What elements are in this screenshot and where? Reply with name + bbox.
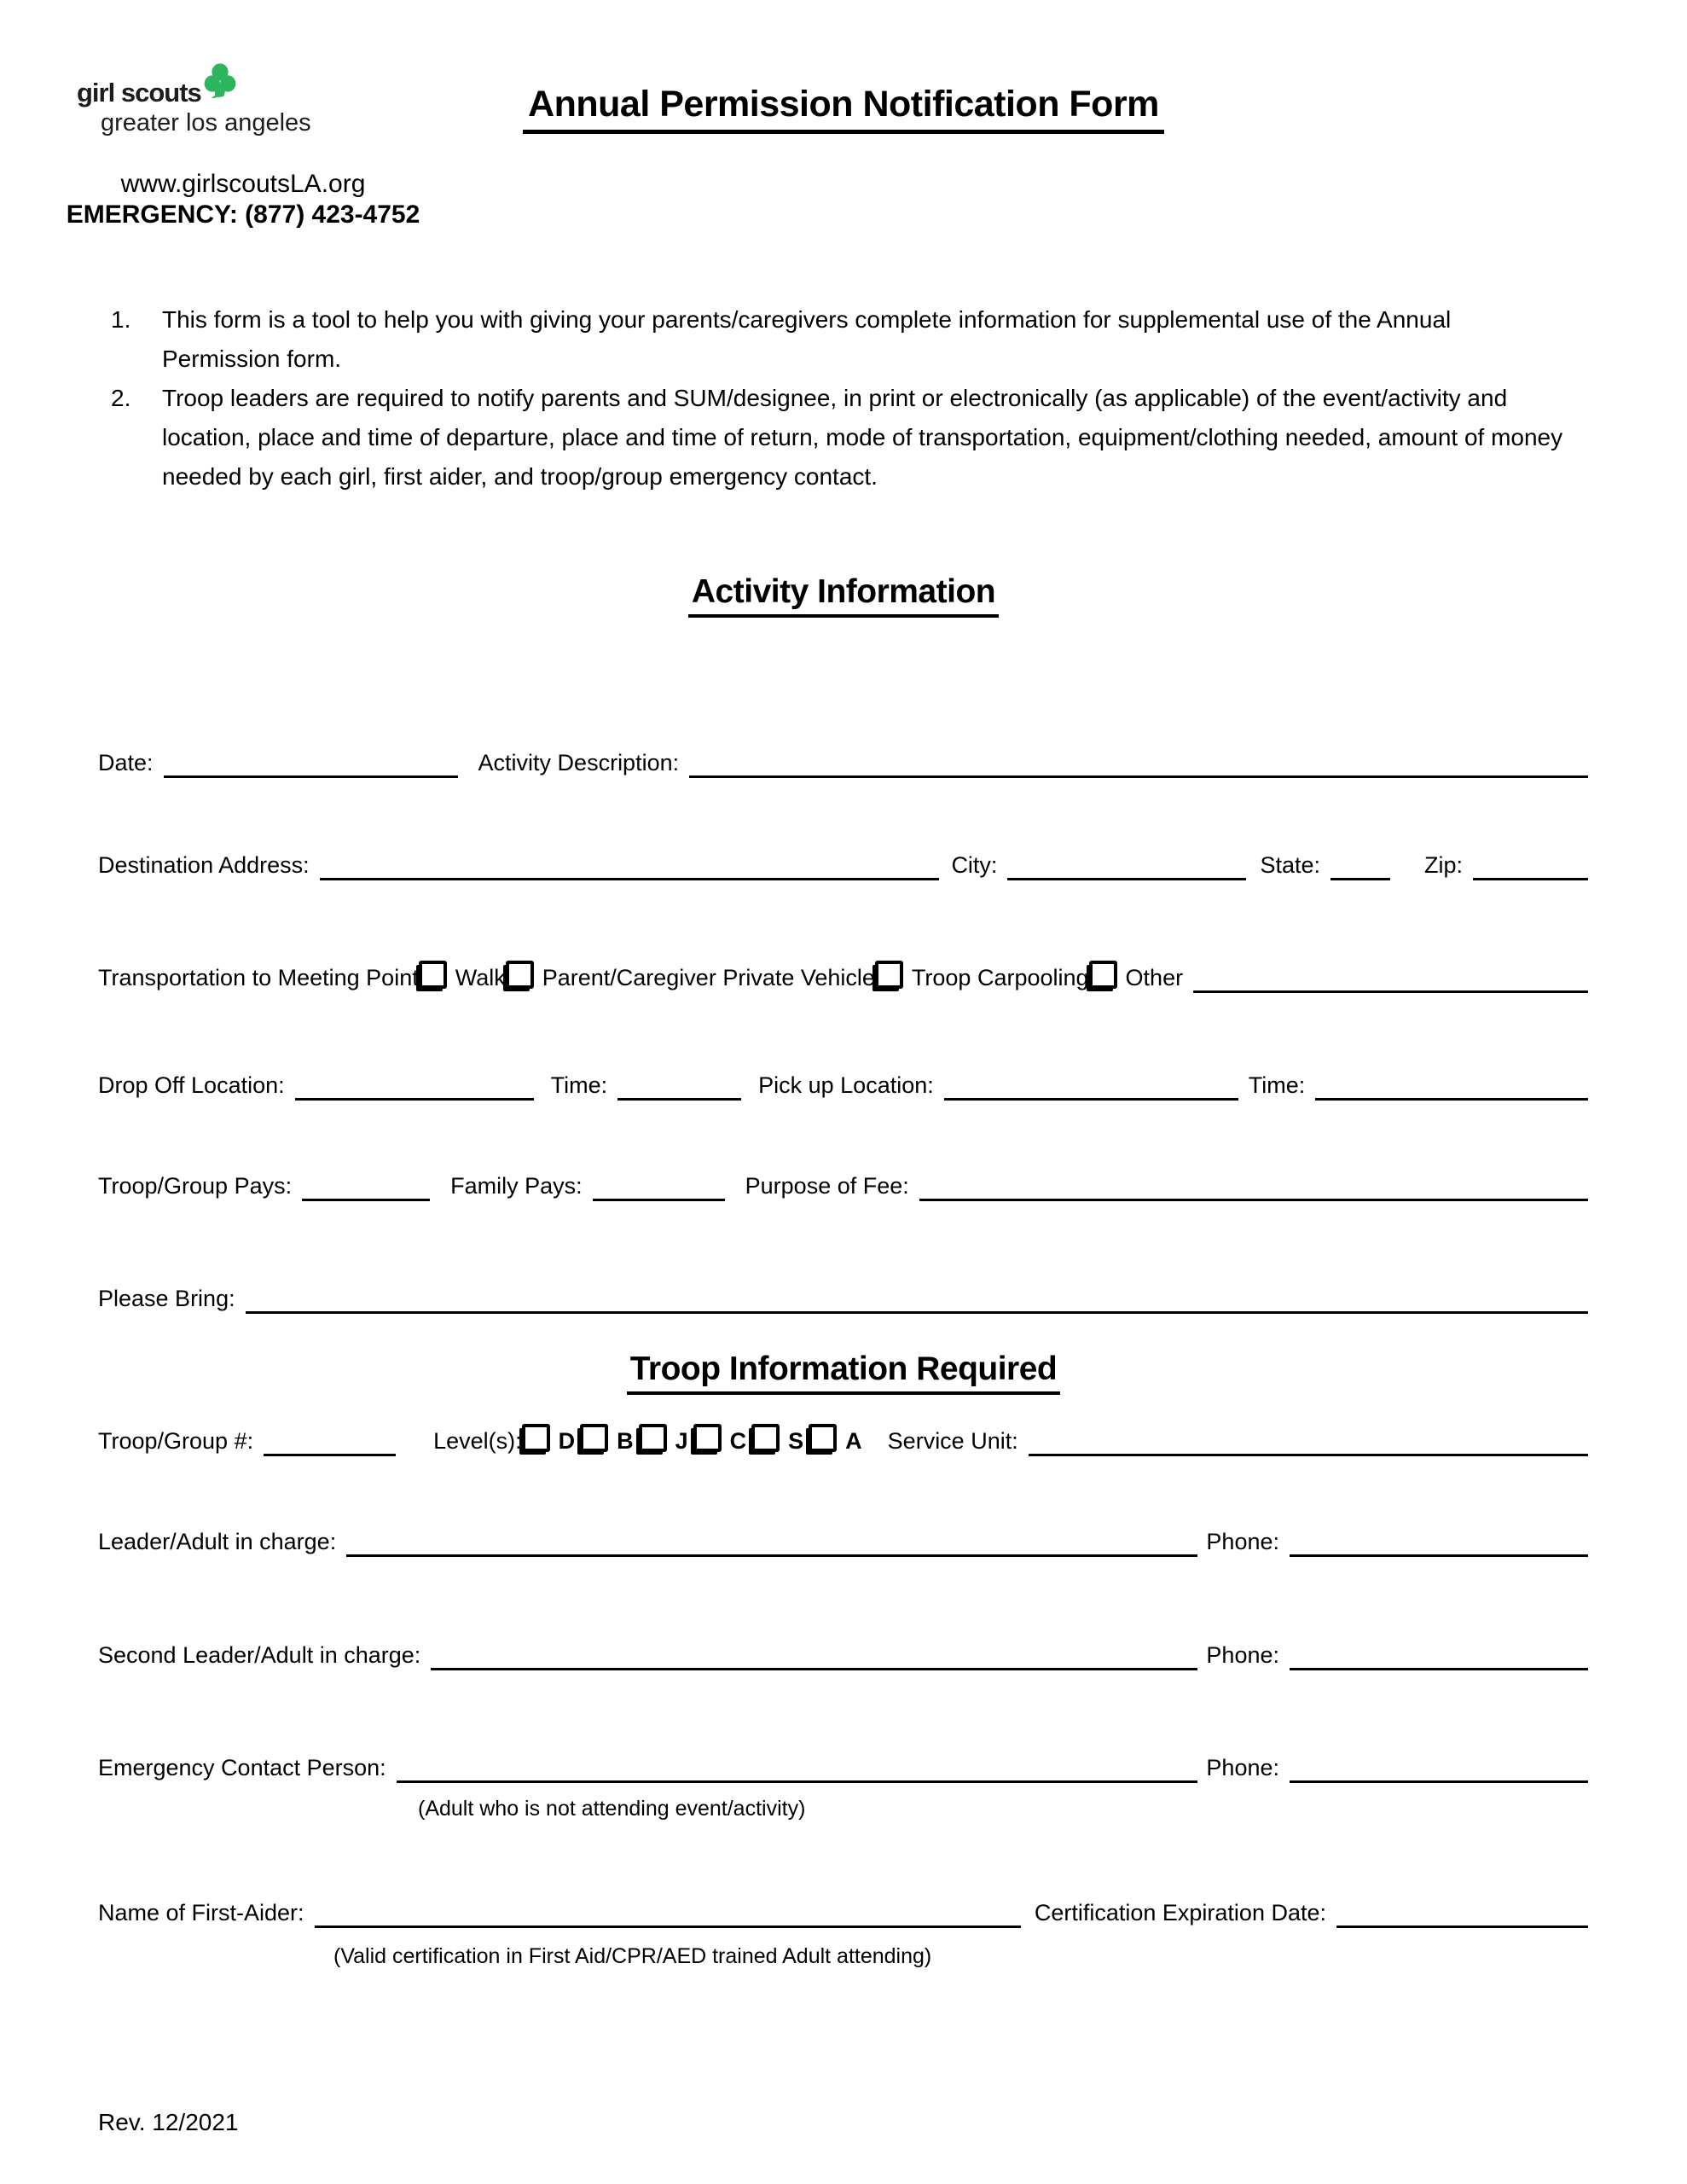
instruction-number: 1. bbox=[111, 306, 131, 333]
please-bring-label: Please Bring: bbox=[98, 1286, 235, 1311]
level-c-checkbox[interactable] bbox=[693, 1424, 722, 1452]
second-leader-row bbox=[98, 1640, 1588, 1670]
other-label: Other bbox=[1125, 965, 1184, 990]
troop-pays-field-line[interactable] bbox=[302, 1199, 430, 1201]
second-leader-phone-field-line[interactable] bbox=[1290, 1668, 1588, 1670]
family-pays-field-line[interactable] bbox=[593, 1199, 725, 1201]
please-bring-row bbox=[98, 1283, 1588, 1314]
level-s-checkbox[interactable] bbox=[751, 1424, 780, 1452]
level-c-label: C bbox=[729, 1428, 747, 1454]
levels-label: Level(s): bbox=[433, 1428, 522, 1454]
city-field-line[interactable] bbox=[1007, 878, 1246, 880]
instructions-list bbox=[111, 300, 1574, 497]
emergency-phone-field-line[interactable] bbox=[1290, 1780, 1588, 1783]
level-b-label: B bbox=[617, 1428, 634, 1454]
city-label: City: bbox=[951, 852, 998, 878]
leader-row bbox=[98, 1526, 1588, 1557]
date-row bbox=[98, 747, 1588, 778]
destination-row bbox=[98, 850, 1588, 880]
adult-note: (Adult who is not attending event/activity) bbox=[418, 1797, 806, 1821]
leader-field-line[interactable] bbox=[346, 1554, 1197, 1557]
date-field-line[interactable] bbox=[164, 775, 458, 778]
dropoff-time-label: Time: bbox=[550, 1072, 608, 1098]
leader-label: Leader/Adult in charge: bbox=[98, 1529, 337, 1554]
transportation-row bbox=[98, 961, 1588, 993]
instruction-item-2 bbox=[111, 379, 1574, 497]
please-bring-field-line[interactable] bbox=[246, 1311, 1588, 1314]
instruction-text: Troop leaders are required to notify parents and SUM/designee, in print or electronically (as applicable) of the event/activity and location, place and time of departure, place and time of return, mode of transportation, equipment/clothing needed, amount of money needed by each girl, first aider, and troop/group emergency contact. bbox=[162, 385, 1563, 490]
second-leader-field-line[interactable] bbox=[431, 1668, 1197, 1670]
level-a-label: A bbox=[845, 1428, 862, 1454]
emergency-phone-label: Phone: bbox=[1206, 1755, 1279, 1780]
activity-description-field-line[interactable] bbox=[689, 775, 1588, 778]
first-aider-label: Name of First-Aider: bbox=[98, 1900, 304, 1926]
leader-phone-label: Phone: bbox=[1206, 1529, 1279, 1554]
service-unit-label: Service Unit: bbox=[887, 1428, 1018, 1454]
activity-description-label: Activity Description: bbox=[478, 750, 680, 775]
logo-region: greater los angeles bbox=[101, 109, 311, 136]
level-a-checkbox[interactable] bbox=[809, 1424, 837, 1452]
purpose-of-fee-field-line[interactable] bbox=[919, 1199, 1588, 1201]
fees-row bbox=[98, 1170, 1588, 1201]
page-title: Annual Permission Notification Form bbox=[523, 84, 1164, 134]
troop-number-row bbox=[98, 1424, 1588, 1456]
state-label: State: bbox=[1260, 852, 1320, 878]
second-leader-phone-label: Phone: bbox=[1206, 1642, 1279, 1668]
walk-label: Walk bbox=[455, 965, 506, 990]
other-checkbox[interactable] bbox=[1089, 961, 1117, 989]
pickup-location-label: Pick up Location: bbox=[758, 1072, 934, 1098]
private-vehicle-label: Parent/Caregiver Private Vehicle bbox=[542, 965, 875, 990]
state-field-line[interactable] bbox=[1330, 878, 1390, 880]
level-d-checkbox[interactable] bbox=[522, 1424, 550, 1452]
level-d-label: D bbox=[558, 1428, 576, 1454]
pickup-time-label: Time: bbox=[1248, 1072, 1306, 1098]
level-j-checkbox[interactable] bbox=[639, 1424, 667, 1452]
level-j-label: J bbox=[675, 1428, 688, 1454]
destination-address-field-line[interactable] bbox=[320, 878, 940, 880]
website-url: www.girlscoutsLA.org bbox=[120, 170, 366, 198]
family-pays-label: Family Pays: bbox=[450, 1173, 583, 1199]
other-field-line[interactable] bbox=[1193, 990, 1588, 993]
instruction-item-1 bbox=[111, 300, 1574, 379]
purpose-of-fee-label: Purpose of Fee: bbox=[745, 1173, 909, 1199]
instruction-text: This form is a tool to help you with giving your parents/caregivers complete information for supplemental use of the Annual Permission form. bbox=[162, 306, 1452, 372]
emergency-contact-field-line[interactable] bbox=[397, 1780, 1198, 1783]
emergency-phone: EMERGENCY: (877) 423-4752 bbox=[66, 200, 420, 229]
contact-block bbox=[38, 169, 448, 230]
carpool-label: Troop Carpooling bbox=[911, 965, 1089, 990]
leader-phone-field-line[interactable] bbox=[1290, 1554, 1588, 1557]
cert-expiration-label: Certification Expiration Date: bbox=[1034, 1900, 1326, 1926]
dropoff-row bbox=[98, 1070, 1588, 1101]
troop-number-field-line[interactable] bbox=[264, 1454, 396, 1456]
level-b-checkbox[interactable] bbox=[580, 1424, 608, 1452]
activity-section-heading: Activity Information bbox=[688, 573, 999, 618]
dropoff-location-label: Drop Off Location: bbox=[98, 1072, 285, 1098]
troop-pays-label: Troop/Group Pays: bbox=[98, 1173, 293, 1199]
date-label: Date: bbox=[98, 750, 154, 775]
transportation-label: Transportation to Meeting Point bbox=[98, 965, 419, 990]
zip-label: Zip: bbox=[1423, 852, 1463, 878]
troop-section-heading: Troop Information Required bbox=[627, 1350, 1061, 1395]
first-aider-row bbox=[98, 1897, 1588, 1928]
pickup-time-field-line[interactable] bbox=[1315, 1098, 1588, 1101]
carpool-checkbox[interactable] bbox=[875, 961, 903, 989]
troop-number-label: Troop/Group #: bbox=[98, 1428, 254, 1454]
emergency-contact-label: Emergency Contact Person: bbox=[98, 1755, 386, 1780]
first-aider-field-line[interactable] bbox=[315, 1926, 1021, 1928]
instruction-number: 2. bbox=[111, 385, 131, 411]
zip-field-line[interactable] bbox=[1473, 878, 1588, 880]
valid-certification-note: (Valid certification in First Aid/CPR/AED trained Adult attending) bbox=[333, 1944, 932, 1968]
walk-checkbox[interactable] bbox=[419, 961, 447, 989]
second-leader-label: Second Leader/Adult in charge: bbox=[98, 1642, 421, 1668]
level-s-label: S bbox=[788, 1428, 804, 1454]
logo-name: girl scouts bbox=[77, 78, 201, 107]
emergency-contact-row bbox=[98, 1752, 1588, 1783]
destination-address-label: Destination Address: bbox=[98, 852, 310, 878]
revision-date: Rev. 12/2021 bbox=[98, 2109, 239, 2135]
pickup-location-field-line[interactable] bbox=[944, 1098, 1238, 1101]
service-unit-field-line[interactable] bbox=[1029, 1454, 1588, 1456]
cert-expiration-field-line[interactable] bbox=[1336, 1926, 1588, 1928]
dropoff-location-field-line[interactable] bbox=[295, 1098, 534, 1101]
private-vehicle-checkbox[interactable] bbox=[506, 961, 534, 989]
dropoff-time-field-line[interactable] bbox=[617, 1098, 741, 1101]
